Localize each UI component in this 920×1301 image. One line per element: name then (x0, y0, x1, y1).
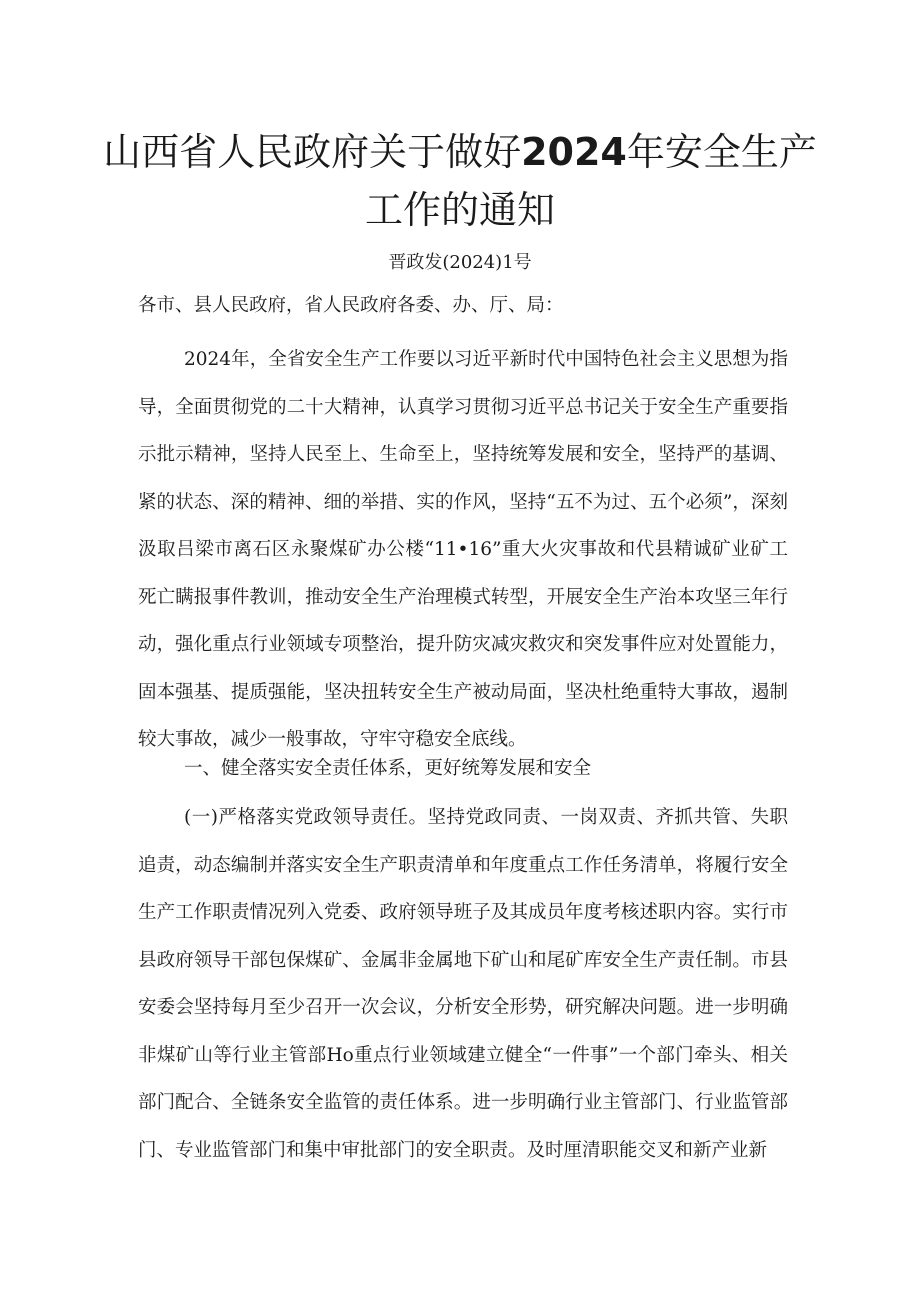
body-paragraph-2: (一)严格落实党政领导责任。坚持党政同责、一岗双责、齐抓共管、失职追责，动态编制并落实安全生产职责清单和年度重点工作任务清单，将履行安全生产工作职责情况列入党委、政府领导班子及其成员年度考核述职内容。实行市县政府领导干部包保煤矿、金属非金属地下矿山和尾矿库安全生产责任制。市县安委会坚持每月至少召开一次会议，分析安全形势，研究解决问题。进一步明确非煤矿山等行业主管部Ho重点行业领域建立健全“一件事”一个部门牵头、相关部门配合、全链条安全监管的责任体系。进一步明确行业主管部门、行业监管部门、专业监管部门和集中审批部门的安全职责。及时厘清职能交叉和新产业新 (138, 807, 788, 1161)
body-paragraph-1: 2024年，全省安全生产工作要以习近平新时代中国特色社会主义思想为指导，全面贯彻党的二十大精神，认真学习贯彻习近平总书记关于安全生产重要指示批示精神，坚持人民至上、生命至上，坚持统筹发展和安全，坚持严的基调、紧的状态、深的精神、细的举措、实的作风，坚持“五不为过、五个必须”，深刻汲取吕梁市离石区永聚煤矿办公楼“11•16”重大火灾事故和代县精诚矿业矿工死亡瞒报事件教训，推动安全生产治理模式转型，开展安全生产治本攻坚三年行动，强化重点行业领域专项整治，提升防灾减灾救灾和突发事件应对处置能力，固本强基、提质强能，坚决扭转安全生产被动局面，坚决杜绝重特大事故，遏制较大事故，减少一般事故，守牢守稳安全底线。 (138, 349, 788, 750)
title-text-part-1: 山西省人民政府关于做好 (103, 130, 522, 174)
document-title-line-1 (100, 124, 820, 180)
document-title-line-2: 工作的通知 (364, 188, 555, 232)
document-number: 晋政发(2024)1号 (388, 252, 532, 273)
title-text-part-2: 年安全生产 (626, 130, 817, 174)
section-heading-1: 一、健全落实安全责任体系，更好统筹发展和安全 (184, 758, 592, 779)
title-year: 2024 (521, 130, 627, 174)
addressee-line: 各市、县人民政府，省人民政府各委、办、厅、局： (138, 295, 564, 316)
